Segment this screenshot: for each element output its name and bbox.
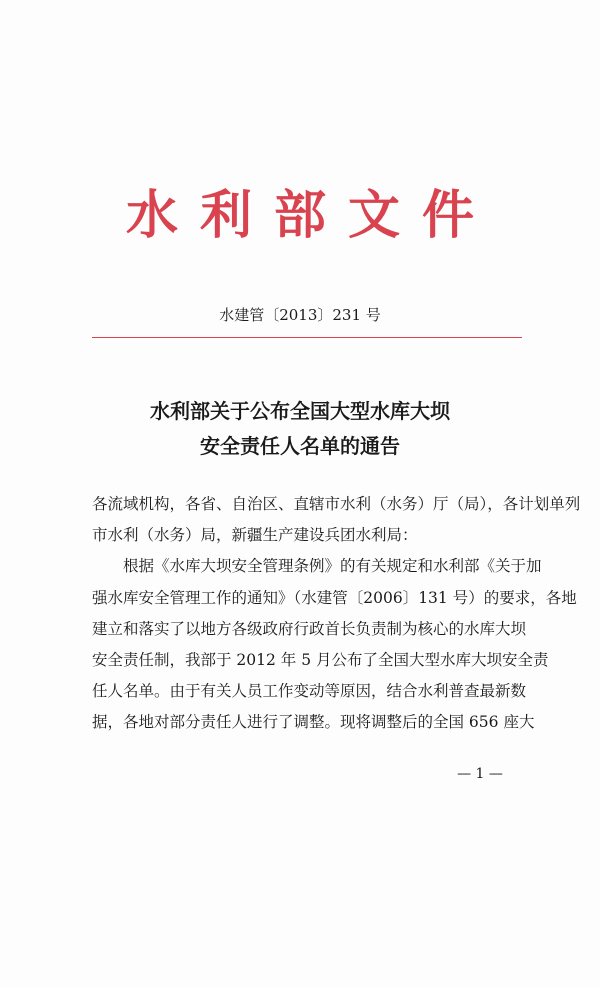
body-line: 各流域机构，各省、自治区、直辖市水利（水务）厅（局），各计划单列 (92, 495, 581, 513)
body-line: 任人名单。由于有关人员工作变动等原因，结合水利普查最新数 (92, 682, 527, 700)
page-number: — 1 — (457, 766, 503, 782)
body-line: 根据《水库大坝安全管理条例》的有关规定和水利部《关于加 (92, 557, 542, 575)
notice-title-line-2: 安全责任人名单的通告 (200, 434, 400, 458)
document-header-title: 水利部文件 (125, 185, 496, 246)
red-divider-line (92, 337, 522, 338)
body-line: 建立和落实了以地方各级政府行政首长负责制为核心的水库大坝 (92, 620, 527, 638)
body-line: 市水利（水务）局，新疆生产建设兵团水利局： (92, 526, 418, 544)
notice-title-line-1: 水利部关于公布全国大型水库大坝 (150, 399, 450, 423)
document-number: 水建管〔2013〕231 号 (219, 306, 381, 324)
body-line: 强水库安全管理工作的通知》（水建管〔2006〕131 号）的要求，各地 (92, 589, 577, 607)
body-line: 安全责任制，我部于 2012 年 5 月公布了全国大型水库大坝安全责 (92, 651, 549, 669)
body-line: 据，各地对部分责任人进行了调整。现将调整后的全国 656 座大 (92, 713, 535, 731)
